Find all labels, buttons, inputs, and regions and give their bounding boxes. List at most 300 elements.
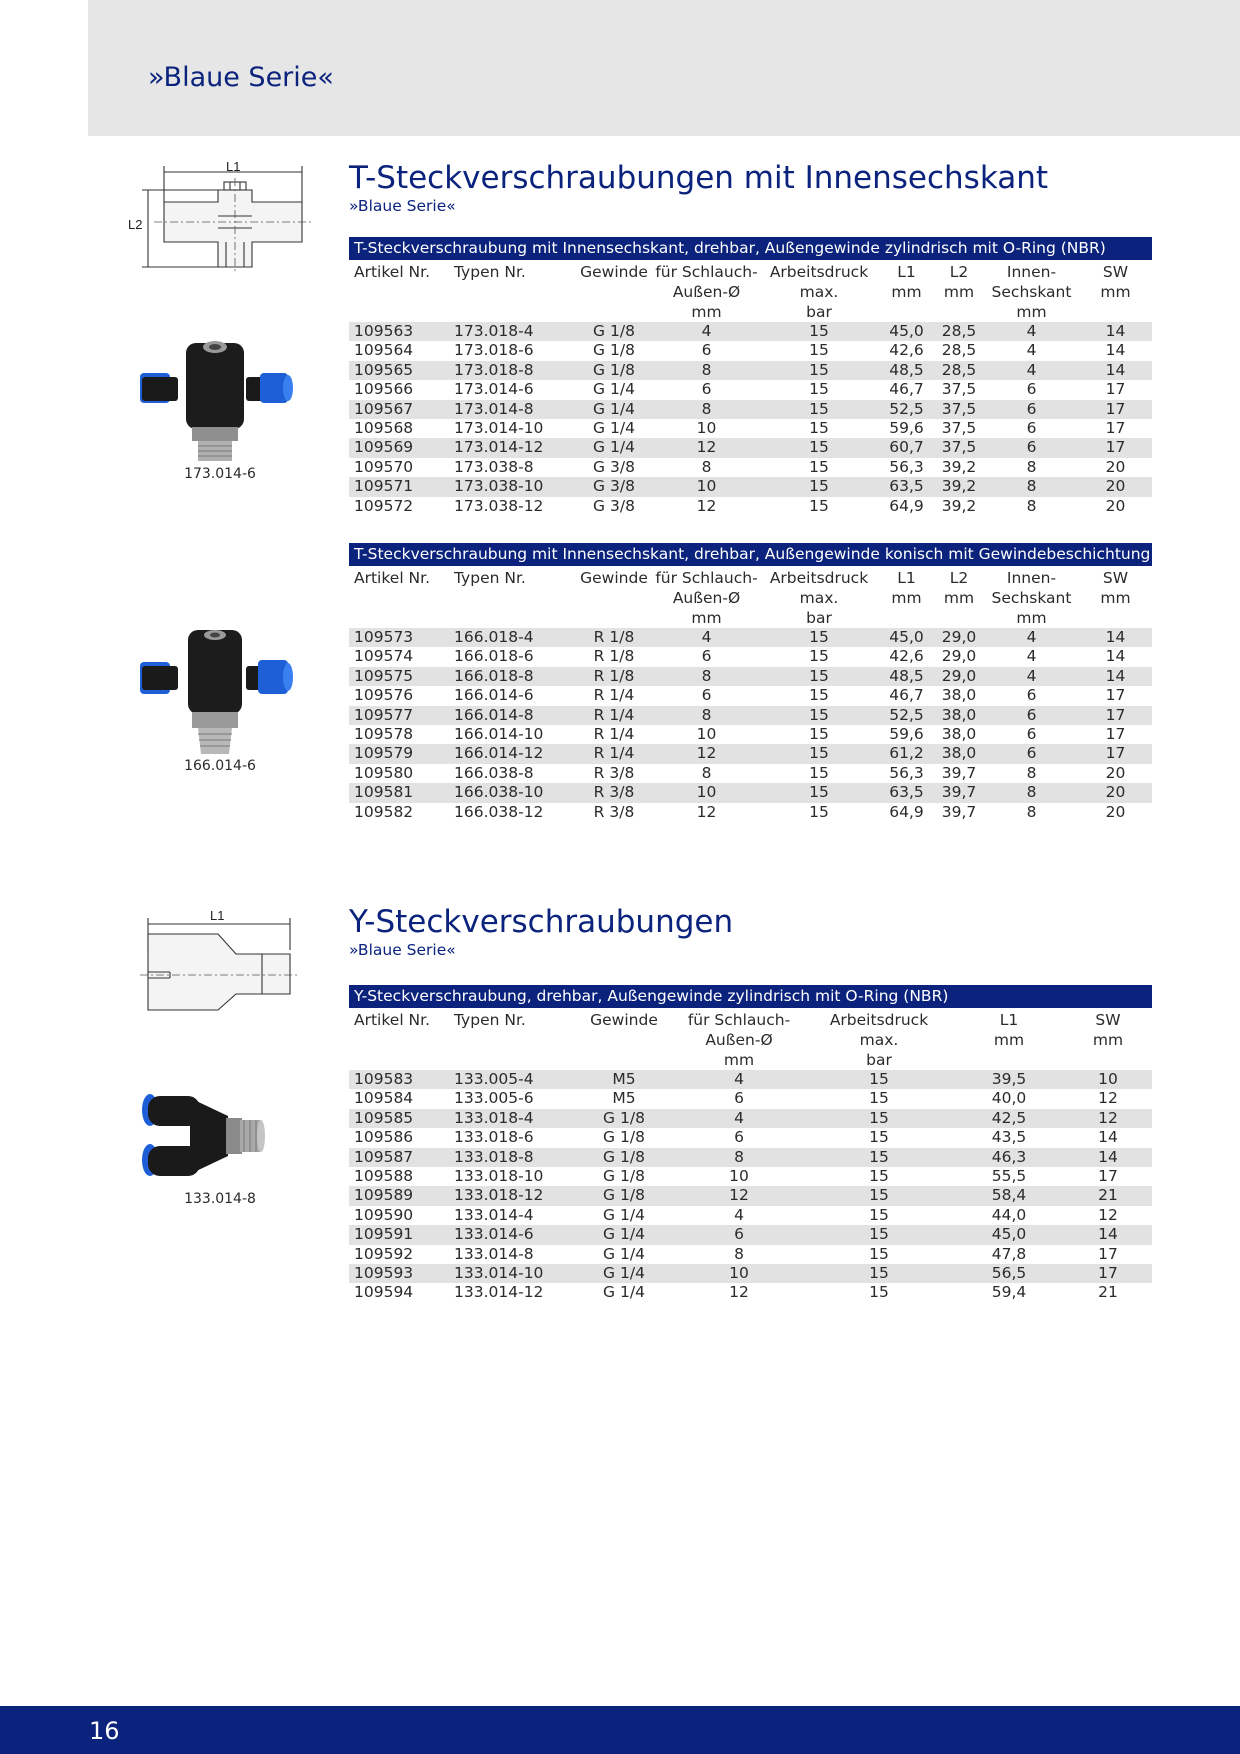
table-cell: 15 <box>869 1089 889 1108</box>
table-cell: 15 <box>869 1244 889 1263</box>
table-cell: 64,9 <box>889 496 924 515</box>
table-cell: 38,0 <box>941 686 977 705</box>
table-cell: 52,5 <box>879 400 934 419</box>
table-cell: 46,7 <box>889 686 924 705</box>
table-cell: 8 <box>701 457 712 476</box>
table-cell: 21 <box>1064 1186 1152 1205</box>
drawing-label-l2: L2 <box>128 217 143 232</box>
table-cell: 8 <box>1026 802 1037 821</box>
col-header: Innen- Sechskant mm <box>991 263 1072 321</box>
section-title: Y-Steckverschraubungen <box>349 904 734 940</box>
table-cell: 6 <box>734 1089 744 1108</box>
table-cell: 109575 <box>349 667 449 686</box>
table-cell: 56,3 <box>889 457 924 476</box>
table-cell: 17 <box>1105 725 1126 744</box>
table-row <box>349 341 1152 360</box>
table-cell: 8 <box>654 667 759 686</box>
table-cell: 61,2 <box>879 744 934 763</box>
table-cell: 45,0 <box>879 322 934 341</box>
table-cell: 17 <box>1079 706 1152 725</box>
col-header: für Schlauch- Außen-Ø mm <box>655 263 758 321</box>
table-cell: 6 <box>1026 419 1037 438</box>
table-cell: 40,0 <box>991 1089 1027 1108</box>
y-fitting-dimension-drawing <box>138 902 308 1020</box>
table-row <box>349 686 1152 705</box>
col-header: Arbeitsdruck max. bar <box>769 263 869 321</box>
table-cell: 39,5 <box>954 1070 1064 1089</box>
col-header: L1 mm <box>891 263 922 301</box>
table-row <box>349 744 1152 763</box>
table-cell: G 1/4 <box>574 400 654 419</box>
table-cell: 42,6 <box>889 341 924 360</box>
table-cell: 15 <box>759 438 879 457</box>
table-cell: G 1/8 <box>593 341 635 360</box>
table-cell: 133.018-8 <box>449 1148 574 1167</box>
table-cell: 15 <box>804 1109 954 1128</box>
table-cell: 14 <box>1098 1128 1118 1147</box>
table-cell: 6 <box>734 1128 744 1147</box>
table-row <box>349 458 1152 477</box>
table-cell: R 1/8 <box>574 667 654 686</box>
table-cell: 20 <box>1105 763 1126 782</box>
product-photo-133 <box>140 1090 300 1190</box>
table-cell: 47,8 <box>991 1244 1027 1263</box>
table-cell: 10 <box>654 477 759 496</box>
table-cell: 28,5 <box>941 341 977 360</box>
table-cell: G 1/4 <box>574 438 654 457</box>
table-cell: 14 <box>1079 361 1152 380</box>
table-cell: 37,5 <box>934 400 984 419</box>
header-title: »Blaue Serie« <box>148 62 334 93</box>
col-header: SW mm <box>1092 1011 1124 1049</box>
table-cell: 17 <box>1098 1244 1118 1263</box>
table-cell: G 1/4 <box>574 1225 674 1244</box>
table-cell: 109566 <box>354 380 414 399</box>
product-table <box>349 260 1152 516</box>
table-cell: 10 <box>729 1167 749 1186</box>
table-cell: 15 <box>809 725 829 744</box>
table-cell: 109574 <box>354 647 414 666</box>
table-cell: 15 <box>759 361 879 380</box>
table-cell: 46,3 <box>954 1148 1064 1167</box>
section-y-fittings <box>349 904 1152 960</box>
col-header: Innen- Sechskant mm <box>991 569 1072 627</box>
table-cell: 6 <box>1026 380 1037 399</box>
table-cell: 17 <box>1079 400 1152 419</box>
table-cell: 8 <box>654 400 759 419</box>
table-cell: 4 <box>654 628 759 647</box>
table-cell: 6 <box>984 706 1079 725</box>
col-header: Artikel Nr. <box>354 263 431 281</box>
table-cell: 8 <box>1026 763 1037 782</box>
table-cell: R 1/8 <box>593 647 635 666</box>
table-cell: 17 <box>1079 744 1152 763</box>
table-cell: 133.005-4 <box>449 1070 574 1089</box>
table-cell: 39,2 <box>941 457 977 476</box>
table-cell: 109580 <box>354 763 414 782</box>
table-cell: 37,5 <box>934 438 984 457</box>
table-cell: 109583 <box>349 1070 449 1089</box>
table-cell: 14 <box>1105 341 1126 360</box>
product-photo-caption: 166.014-6 <box>184 758 256 774</box>
table-cell: M5 <box>574 1070 674 1089</box>
table-cell: 48,5 <box>879 361 934 380</box>
table-cell: 109572 <box>354 496 414 515</box>
table-cell: 17 <box>1079 438 1152 457</box>
table-cell: 14 <box>1064 1148 1152 1167</box>
table-cell: R 1/4 <box>574 744 654 763</box>
table-cell: 133.014-4 <box>454 1205 534 1224</box>
table-cell: 173.038-12 <box>454 496 544 515</box>
table-cell: 12 <box>696 496 717 515</box>
table-cell: 42,5 <box>954 1109 1064 1128</box>
table-cell: 109582 <box>354 802 414 821</box>
table-cell: 109571 <box>349 477 449 496</box>
col-header: Typen Nr. <box>454 1011 526 1029</box>
table-cell: 6 <box>701 380 712 399</box>
table-cell: 63,5 <box>879 783 934 802</box>
table-cell: 4 <box>984 628 1079 647</box>
table-cell: 58,4 <box>954 1186 1064 1205</box>
table-cell: 12 <box>654 744 759 763</box>
table-header-row <box>349 1008 1152 1070</box>
table-cell: G 1/8 <box>574 361 654 380</box>
product-photo-caption: 173.014-6 <box>184 466 256 482</box>
col-header: Typen Nr. <box>454 569 526 587</box>
table-cell: 6 <box>701 647 712 666</box>
table-cell: 6 <box>984 438 1079 457</box>
table-cell: 8 <box>1026 496 1037 515</box>
table-cell: 12 <box>1098 1205 1118 1224</box>
table-cell: 43,5 <box>991 1128 1027 1147</box>
table-cell: 133.005-6 <box>454 1089 534 1108</box>
table-cell: 8 <box>984 477 1079 496</box>
table-cell: 64,9 <box>889 802 924 821</box>
section-title: T-Steckverschraubungen mit Innensechskant <box>349 160 1049 196</box>
table-row <box>349 1206 1152 1225</box>
table-cell: 8 <box>734 1244 744 1263</box>
table-cell: R 3/8 <box>593 802 635 821</box>
table-cell: 133.018-4 <box>449 1109 574 1128</box>
table-cell: 15 <box>759 783 879 802</box>
table-cell: 109590 <box>354 1205 414 1224</box>
table-row <box>349 419 1152 438</box>
table-cell: 109594 <box>354 1283 414 1302</box>
table-cell: 15 <box>809 763 829 782</box>
table-cell: 15 <box>809 686 829 705</box>
table-cell: 109587 <box>349 1148 449 1167</box>
table-cell: 12 <box>1064 1109 1152 1128</box>
table-header-row <box>349 260 1152 322</box>
table-cell: 10 <box>696 419 717 438</box>
table-cell: 133.018-12 <box>449 1186 574 1205</box>
table-cell: G 1/4 <box>593 380 635 399</box>
table-cell: 15 <box>759 667 879 686</box>
table-cell: 20 <box>1079 477 1152 496</box>
table-cell: 15 <box>809 380 829 399</box>
table-cell: 15 <box>759 706 879 725</box>
table-cell: G 1/4 <box>603 1244 645 1263</box>
table-cell: 63,5 <box>879 477 934 496</box>
table-cell: G 1/8 <box>603 1128 645 1147</box>
table-cell: 39,7 <box>941 802 977 821</box>
table-cell: 109569 <box>349 438 449 457</box>
table-cell: 14 <box>1064 1225 1152 1244</box>
table-row <box>349 1148 1152 1167</box>
table-cell: 15 <box>809 496 829 515</box>
table-cell: 14 <box>1079 667 1152 686</box>
block-heading: T-Steckverschraubung mit Innensechskant, drehbar, Außengewinde konisch mit Gewindebeschichtung <box>349 543 1152 566</box>
table-cell: 15 <box>809 457 829 476</box>
table-row <box>349 1283 1152 1302</box>
col-header: L2 mm <box>943 263 975 301</box>
table-cell: 12 <box>696 802 717 821</box>
table-cell: 4 <box>674 1109 804 1128</box>
table-row <box>349 647 1152 666</box>
table-cell: 109586 <box>354 1128 414 1147</box>
col-header: SW mm <box>1100 569 1131 607</box>
table-cell: 109568 <box>354 419 414 438</box>
table-cell: 173.018-4 <box>449 322 574 341</box>
table-cell: 4 <box>984 322 1079 341</box>
table-cell: 48,5 <box>879 667 934 686</box>
table-cell: 15 <box>759 744 879 763</box>
table-cell: 20 <box>1105 496 1126 515</box>
table-cell: R 3/8 <box>593 763 635 782</box>
table-cell: 109564 <box>354 341 414 360</box>
table-row <box>349 322 1152 341</box>
table-cell: 8 <box>701 763 712 782</box>
table-cell: 6 <box>984 744 1079 763</box>
table-cell: G 3/8 <box>574 477 654 496</box>
table-cell: 133.018-6 <box>454 1128 534 1147</box>
block-heading: Y-Steckverschraubung, drehbar, Außengewinde zylindrisch mit O-Ring (NBR) <box>349 985 1152 1008</box>
table-cell: 14 <box>1105 647 1126 666</box>
table-row <box>349 725 1152 744</box>
table-cell: 20 <box>1105 457 1126 476</box>
table-cell: G 1/4 <box>593 419 635 438</box>
table-cell: 6 <box>701 341 712 360</box>
table-cell: G 1/4 <box>603 1283 645 1302</box>
table-cell: 4 <box>1026 647 1037 666</box>
table-cell: 12 <box>1098 1089 1118 1108</box>
table-cell: 12 <box>674 1186 804 1205</box>
table-cell: 6 <box>1026 725 1037 744</box>
table-cell: 10 <box>654 783 759 802</box>
col-header: Gewinde <box>580 569 648 587</box>
table-cell: R 1/4 <box>593 725 635 744</box>
table-cell: R 1/8 <box>574 628 654 647</box>
table-cell: 133.014-12 <box>454 1283 544 1302</box>
table-cell: 17 <box>1098 1167 1118 1186</box>
drawing-label-l1: L1 <box>226 159 241 174</box>
table-cell: 109593 <box>349 1264 449 1283</box>
table-cell: 173.014-6 <box>454 380 534 399</box>
table-cell: 29,0 <box>941 647 977 666</box>
table-cell: 166.038-10 <box>449 783 574 802</box>
table-cell: 109591 <box>349 1225 449 1244</box>
table-cell: 173.038-10 <box>449 477 574 496</box>
col-header: Artikel Nr. <box>354 1011 431 1029</box>
table-cell: 17 <box>1105 380 1126 399</box>
table-cell: 17 <box>1064 1264 1152 1283</box>
table-cell: 6 <box>984 400 1079 419</box>
table-cell: 8 <box>674 1148 804 1167</box>
table-row <box>349 400 1152 419</box>
header-band <box>88 0 1240 136</box>
table-cell: 14 <box>1079 322 1152 341</box>
page-number: 16 <box>89 1717 120 1745</box>
table-cell: 109578 <box>354 725 414 744</box>
table-cell: 39,7 <box>934 783 984 802</box>
product-table <box>349 1008 1152 1303</box>
table-row <box>349 361 1152 380</box>
table-cell: 45,0 <box>879 628 934 647</box>
table-cell: 166.014-12 <box>449 744 574 763</box>
table-cell: 59,6 <box>889 725 924 744</box>
table-cell: 21 <box>1098 1283 1118 1302</box>
table-cell: 44,0 <box>991 1205 1027 1224</box>
table-cell: 39,2 <box>941 496 977 515</box>
table-cell: 4 <box>984 361 1079 380</box>
table-row <box>349 1128 1152 1147</box>
table-cell: 8 <box>1026 457 1037 476</box>
table-cell: 6 <box>701 686 712 705</box>
table-cell: 59,6 <box>889 419 924 438</box>
product-photo-caption: 133.014-8 <box>184 1191 256 1207</box>
table-cell: 15 <box>759 477 879 496</box>
table-cell: 4 <box>674 1070 804 1089</box>
table-cell: 10 <box>696 725 717 744</box>
table-cell: 133.014-10 <box>449 1264 574 1283</box>
table-cell: 56,3 <box>889 763 924 782</box>
table-row <box>349 1186 1152 1205</box>
table-cell: 173.018-8 <box>449 361 574 380</box>
table-cell: 109581 <box>349 783 449 802</box>
table-cell: 6 <box>1026 686 1037 705</box>
col-header: L2 mm <box>943 569 975 607</box>
table-cell: 15 <box>869 1128 889 1147</box>
table-cell: 15 <box>804 1186 954 1205</box>
table-row <box>349 667 1152 686</box>
table-cell: 15 <box>804 1148 954 1167</box>
table-cell: 8 <box>654 706 759 725</box>
table-cell: 15 <box>804 1070 954 1089</box>
table-cell: 39,2 <box>934 477 984 496</box>
table-cell: G 1/4 <box>603 1205 645 1224</box>
col-header: SW mm <box>1100 263 1131 301</box>
table-row <box>349 1225 1152 1244</box>
table-cell: 109584 <box>354 1089 414 1108</box>
table-cell: 52,5 <box>879 706 934 725</box>
table-cell: 45,0 <box>954 1225 1064 1244</box>
table-cell: G 3/8 <box>593 457 635 476</box>
table-cell: 109565 <box>349 361 449 380</box>
table-cell: 109576 <box>354 686 414 705</box>
table-row <box>349 1109 1152 1128</box>
col-header: für Schlauch- Außen-Ø mm <box>655 569 758 627</box>
table-cell: 133.018-10 <box>454 1167 544 1186</box>
table-cell: 166.014-6 <box>454 686 534 705</box>
table-row <box>349 706 1152 725</box>
table-cell: 10 <box>1064 1070 1152 1089</box>
table-cell: 38,0 <box>941 725 977 744</box>
table-cell: 42,6 <box>889 647 924 666</box>
table-row <box>349 764 1152 783</box>
table-cell: 173.018-6 <box>454 341 534 360</box>
table-cell: G 1/8 <box>574 1109 674 1128</box>
table-cell: 15 <box>809 341 829 360</box>
table-cell: R 1/4 <box>593 686 635 705</box>
table-cell: M5 <box>612 1089 636 1108</box>
table-row <box>349 783 1152 802</box>
table-cell: 173.014-10 <box>454 419 544 438</box>
product-block-133 <box>349 985 1152 1303</box>
table-cell: 17 <box>1105 686 1126 705</box>
table-row <box>349 497 1152 516</box>
col-header: Gewinde <box>580 263 648 281</box>
table-cell: 15 <box>759 322 879 341</box>
col-header: Artikel Nr. <box>354 569 431 587</box>
table-cell: 15 <box>804 1225 954 1244</box>
table-cell: G 3/8 <box>593 496 635 515</box>
table-cell: 4 <box>654 322 759 341</box>
table-cell: R 3/8 <box>574 783 654 802</box>
footer-band <box>0 1706 1240 1754</box>
table-cell: 109563 <box>349 322 449 341</box>
product-table <box>349 566 1152 822</box>
section-subtitle: »Blaue Serie« <box>349 197 456 215</box>
table-cell: 10 <box>674 1264 804 1283</box>
table-cell: 173.014-12 <box>449 438 574 457</box>
table-cell: 37,5 <box>941 419 977 438</box>
table-cell: 12 <box>654 438 759 457</box>
product-photo-173 <box>140 335 300 465</box>
col-header: L1 mm <box>891 569 922 607</box>
table-row <box>349 380 1152 399</box>
product-photo-166 <box>140 628 300 758</box>
col-header: für Schlauch- Außen-Ø mm <box>687 1011 791 1069</box>
table-cell: 15 <box>809 647 829 666</box>
table-cell: 109585 <box>349 1109 449 1128</box>
table-cell: 39,7 <box>941 763 977 782</box>
section-t-fittings <box>349 160 1152 216</box>
col-header: Gewinde <box>590 1011 658 1029</box>
table-header-row <box>349 566 1152 628</box>
col-header: Typen Nr. <box>454 263 526 281</box>
col-header: Arbeitsdruck max. bar <box>829 1011 929 1069</box>
table-cell: 109589 <box>349 1186 449 1205</box>
table-cell: 15 <box>809 419 829 438</box>
table-cell: 173.014-8 <box>449 400 574 419</box>
table-cell: 133.014-8 <box>454 1244 534 1263</box>
table-row <box>349 477 1152 496</box>
table-cell: 109573 <box>349 628 449 647</box>
table-cell: 15 <box>809 802 829 821</box>
table-cell: 133.014-6 <box>449 1225 574 1244</box>
product-block-166 <box>349 543 1152 822</box>
table-cell: G 1/8 <box>574 1148 674 1167</box>
block-heading: T-Steckverschraubung mit Innensechskant, drehbar, Außengewinde zylindrisch mit O-Ring (NBR) <box>349 237 1152 260</box>
table-row <box>349 803 1152 822</box>
table-cell: 15 <box>759 400 879 419</box>
table-cell: G 1/8 <box>603 1167 645 1186</box>
table-cell: G 1/4 <box>574 1264 674 1283</box>
table-cell: 46,7 <box>889 380 924 399</box>
table-cell: 38,0 <box>934 744 984 763</box>
table-cell: 28,5 <box>934 322 984 341</box>
table-cell: 15 <box>869 1167 889 1186</box>
